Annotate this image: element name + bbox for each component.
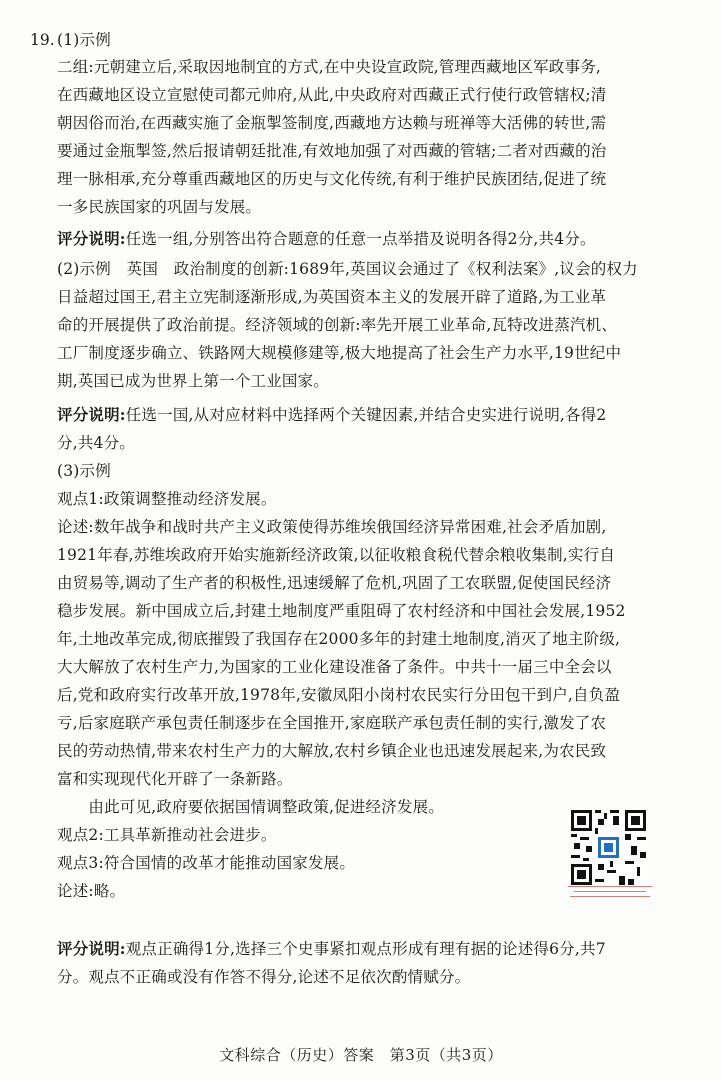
conclusion-line: 观点2:工具革新推动社会进步。 [57, 826, 277, 844]
viewpoint-1: 观点1:政策调整推动经济发展。 [57, 490, 277, 508]
text-line: 稳步发展。新中国成立后,封建土地制度严重阻碍了农村经济和中国社会发展,1952 [57, 602, 626, 620]
viewpoint-2: 观点3:符合国情的改革才能推动国家发展。 [57, 854, 356, 872]
qr-code-icon[interactable] [571, 810, 646, 885]
text-line: 富和实现现代化开辟了一条新路。 [57, 770, 293, 788]
text-line: 论述:数年战争和战时共产主义政策使得苏维埃俄国经济异常困难,社会矛盾加剧, [57, 518, 607, 536]
text-line: 年,土地改革完成,彻底摧毁了我国存在2000多年的封建土地制度,消灭了地主阶级, [57, 630, 621, 648]
scoring-label: 评分说明: [57, 229, 126, 248]
scoring-label: 评分说明: [57, 405, 126, 424]
text-line: 理一脉相承,充分尊重西藏地区的历史与文化传统,有利于维护民族团结,促进了统 [57, 170, 607, 188]
text-line: 民的劳动热情,带来农村生产力的大解放,农村乡镇企业也迅速发展起来,为农民致 [57, 742, 607, 760]
part-3-heading: (3)示例 [57, 462, 111, 480]
scoring-note-3-cont: 分。观点不正确或没有作答不得分,论述不足依次酌情赋分。 [57, 968, 471, 986]
question-number: 19. [30, 31, 55, 49]
text-line: 朝因俗而治,在西藏实施了金瓶掣签制度,西藏地方达赖与班禅等大活佛的转世,需 [57, 114, 607, 132]
text-line: 一多民族国家的巩固与发展。 [57, 198, 262, 216]
text-line: 期,英国已成为世界上第一个工业国家。 [57, 372, 330, 390]
scoring-note-2 [57, 405, 689, 425]
text-line: 日益超过国王,君主立宪制逐渐形成,为英国资本主义的发展开辟了道路,为工业革 [57, 288, 607, 306]
text-line: 在西藏地区设立宣慰使司都元帅府,从此,中央政府对西藏正式行使行政管辖权;清 [57, 86, 607, 104]
viewpoint-3: 论述:略。 [57, 882, 126, 900]
scoring-label: 评分说明: [57, 939, 126, 958]
scoring-text: 观点正确得1分,选择三个史事紧扣观点形成有理有据的论述得6分,共7 [125, 940, 606, 958]
part-1-heading: (1)示例 [57, 31, 111, 49]
text-line: 由贸易等,调动了生产者的积极性,迅速缓解了危机,巩固了工农联盟,促使国民经济 [57, 574, 612, 592]
scoring-text: 任选一国,从对应材料中选择两个关键因素,并结合史实进行说明,各得2 [125, 406, 607, 424]
scoring-note-1 [57, 229, 689, 249]
text-line: 要通过金瓶掣签,然后报请朝廷批准,有效地加强了对西藏的管辖;二者对西藏的治 [57, 142, 607, 160]
text-line: 亏,后家庭联产承包责任制逐步在全国推开,家庭联产承包责任制的实行,激发了农 [57, 714, 607, 732]
text-line: 由此可见,政府要依据国情调整政策,促进经济发展。 [57, 798, 445, 816]
scoring-note-2-cont: 分,共4分。 [57, 434, 135, 452]
part-2-heading: (2)示例 英国 政治制度的创新:1689年,英国议会通过了《权利法案》,议会的权力 [57, 260, 638, 278]
text-line: 后,党和政府实行改革开放,1978年,安徽凤阳小岗村农民实行分田包干到户,自负盈 [57, 686, 621, 704]
scoring-text: 任选一组,分别答出符合题意的任意一点举措及说明各得2分,共4分。 [125, 230, 596, 248]
text-line: 大大解放了农村生产力,为国家的工业化建设准备了条件。中共十一届三中全会以 [57, 658, 612, 676]
text-line: 二组:元朝建立后,采取因地制宜的方式,在中央设宣政院,管理西藏地区军政事务, [57, 58, 602, 76]
text-line: 命的开展提供了政治前提。经济领域的创新:率先开展工业革命,瓦特改进蒸汽机、 [57, 316, 618, 334]
page-footer: 文科综合（历史）答案 第3页（共3页） [219, 1046, 503, 1064]
qr-caption-decor [560, 884, 660, 901]
text-line: 工厂制度逐步确立、铁路网大规模修建等,极大地提高了社会生产力水平,19世纪中 [57, 344, 622, 362]
scoring-note-3 [57, 939, 689, 959]
text-line: 1921年春,苏维埃政府开始实施新经济政策,以征收粮食税代替余粮收集制,实行自 [57, 546, 616, 564]
